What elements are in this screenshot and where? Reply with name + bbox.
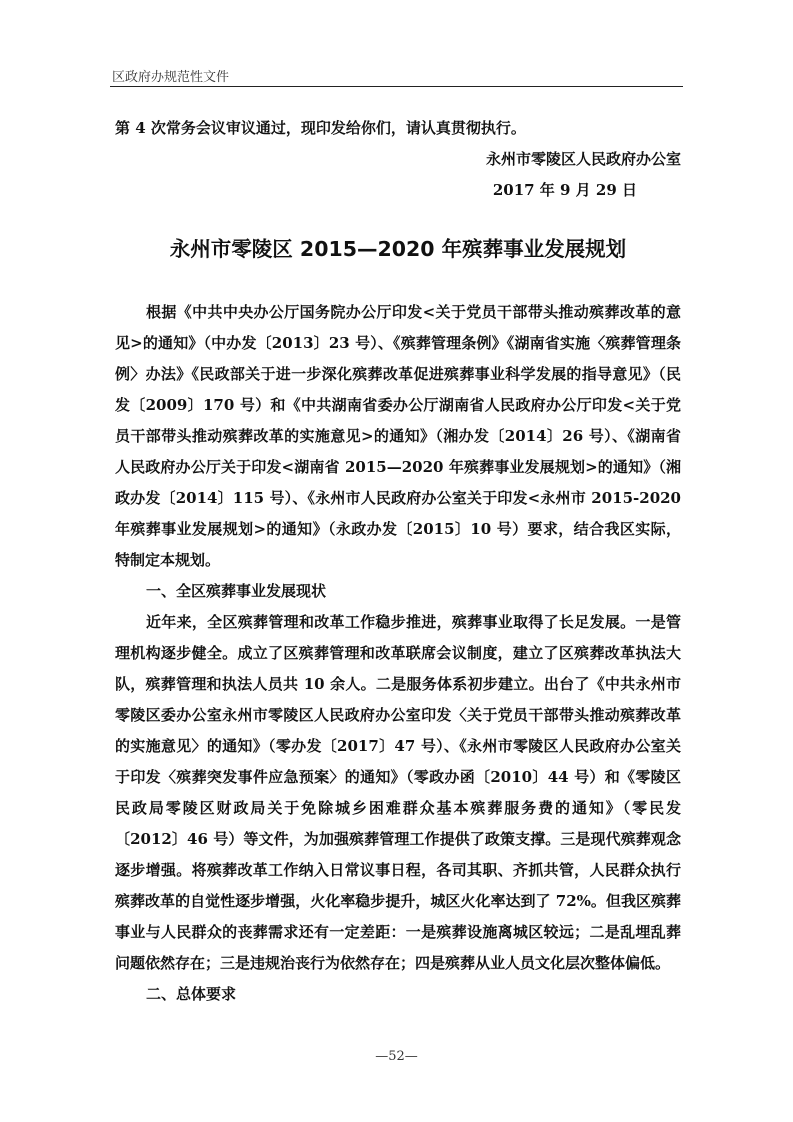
issue-date: 2017 年 9 月 29 日: [492, 181, 637, 199]
document-title: 永州市零陵区 2015—2020 年殡葬事业发展规划: [169, 237, 627, 261]
closing-line: 第 4 次常务会议审议通过，现印发给你们，请认真贯彻执行。: [115, 119, 526, 137]
issuer: 永州市零陵区人民政府办公室: [485, 150, 681, 168]
document-body: [115, 113, 681, 1010]
section1-paragraph: 近年来，全区殡葬管理和改革工作稳步推进，殡葬事业取得了长足发展。一是管理机构逐步健全。成立了区殡葬管理和改革联席会议制度，建立了区殡葬改革执法大队，殡葬管理和执法人员共 10 余人。二是服务体系初步建立。出台了《中共永州市零陵区委办公室永州市零陵区人民政府办公室印发〈关于党员干部带头推动殡葬改革的实施意见〉的通知》（零办发〔2017〕47 号）、《永州市零陵区人民政府办公室关于印发〈殡葬突发事件应急预案〉的通知》（零政办函〔2010〕44 号）和《零陵区民政局零陵区财政局关于免除城乡困难群众基本殡葬服务费的通知》（零民发〔2012〕46 号）等文件，为加强殡葬管理工作提供了政策支撑。三是现代殡葬观念逐步增强。将殡葬改革工作纳入日常议事日程，各司其职、齐抓共管，人民群众执行殡葬改革的自觉性逐步增强，火化率稳步提升，城区火化率达到了 72%。但我区殡葬事业与人民群众的丧葬需求还有一定差距：一是殡葬设施离城区较远；二是乱埋乱葬问题依然存在；三是违规治丧行为依然存在；四是殡葬从业人员文化层次整体偏低。: [115, 613, 681, 972]
page-number: —52—: [375, 1049, 418, 1064]
section-heading-1: 一、全区殡葬事业发展现状: [146, 582, 327, 600]
intro-paragraph: 根据《中共中央办公厅国务院办公厅印发<关于党员干部带头推动殡葬改革的意见>的通知》（中办发〔2013〕23 号）、《殡葬管理条例》《湖南省实施〈殡葬管理条例〉办法》《民政部关于进一步深化殡葬改革促进殡葬事业科学发展的指导意见》（民发〔2009〕170 号）和《中共湖南省委办公厅湖南省人民政府办公厅印发<关于党员干部带头推动殡葬改革的实施意见>的通知》（湘办发〔2014〕26 号）、《湖南省人民政府办公厅关于印发<湖南省 2015—2020 年殡葬事业发展规划>的通知》（湘政办发〔2014〕115 号）、《永州市人民政府办公室关于印发<永州市 2015-2020 年殡葬事业发展规划>的通知》（永政办发〔2015〕10 号）要求，结合我区实际，特制定本规划。: [115, 303, 681, 569]
running-header: 区政府办规范性文件: [112, 70, 230, 85]
header-divider: [110, 86, 683, 87]
section-heading-2: 二、总体要求: [146, 985, 237, 1003]
